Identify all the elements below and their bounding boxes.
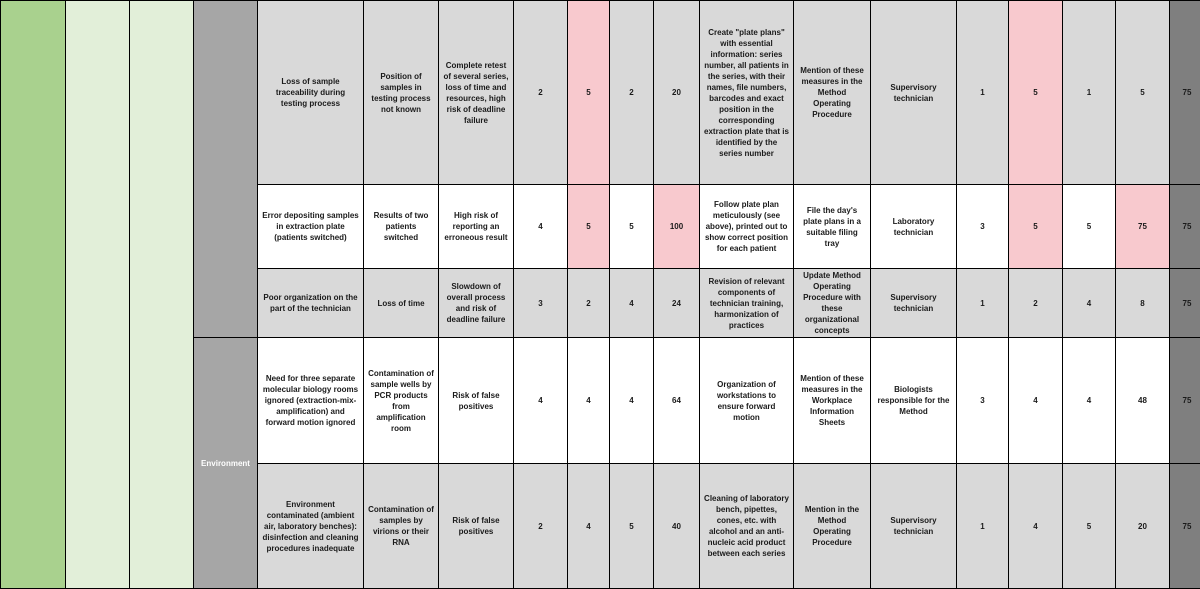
implementation-cell: Update Method Operating Procedure with these organizational concepts	[794, 269, 871, 338]
new-severity-cell: 4	[1009, 464, 1063, 589]
threshold-cell: 75	[1170, 1, 1200, 185]
occurrence-cell: 4	[514, 185, 568, 269]
table-row	[1, 1, 1200, 185]
severity-cell: 4	[568, 464, 610, 589]
effect-cell: Slowdown of overall process and risk of deadline failure	[439, 269, 514, 338]
cause-cell: Position of samples in testing process not known	[364, 1, 439, 185]
implementation-cell: Mention of these measures in the Method Operating Procedure	[794, 1, 871, 185]
new-criticality-cell: 8	[1116, 269, 1170, 338]
occurrence-cell: 2	[514, 464, 568, 589]
severity-cell: 2	[568, 269, 610, 338]
threshold-cell: 75	[1170, 464, 1200, 589]
severity-cell: 4	[568, 338, 610, 464]
new-criticality-cell: 20	[1116, 464, 1170, 589]
occurrence-cell: 2	[514, 1, 568, 185]
responsible-cell: Laboratory technician	[871, 185, 957, 269]
new-occurrence-cell: 3	[957, 185, 1009, 269]
subcategory-cell	[66, 1, 130, 589]
new-severity-cell: 4	[1009, 338, 1063, 464]
occurrence-cell: 4	[514, 338, 568, 464]
responsible-cell: Supervisory technician	[871, 1, 957, 185]
process-step-label: Environment	[194, 338, 258, 589]
cause-cell: Contamination of samples by virions or their RNA	[364, 464, 439, 589]
implementation-cell: File the day's plate plans in a suitable filing tray	[794, 185, 871, 269]
new-criticality-cell: 5	[1116, 1, 1170, 185]
criticality-cell: 40	[654, 464, 700, 589]
effect-cell: High risk of reporting an erroneous result	[439, 185, 514, 269]
threshold-cell: 75	[1170, 338, 1200, 464]
detection-cell: 4	[610, 338, 654, 464]
new-severity-cell: 5	[1009, 1, 1063, 185]
new-detection-cell: 5	[1063, 185, 1116, 269]
criticality-cell: 64	[654, 338, 700, 464]
threshold-cell: 75	[1170, 185, 1200, 269]
detection-cell: 4	[610, 269, 654, 338]
new-occurrence-cell: 3	[957, 338, 1009, 464]
category-cell	[1, 1, 66, 589]
failure-mode-cell: Need for three separate molecular biology rooms ignored (extraction-mix-amplification) and forward motion ignored	[258, 338, 364, 464]
new-severity-cell: 2	[1009, 269, 1063, 338]
failure-mode-cell: Error depositing samples in extraction plate (patients switched)	[258, 185, 364, 269]
criticality-cell: 24	[654, 269, 700, 338]
new-detection-cell: 1	[1063, 1, 1116, 185]
action-cell: Follow plate plan meticulously (see above), printed out to show correct position for each patient	[700, 185, 794, 269]
threshold-cell: 75	[1170, 269, 1200, 338]
effect-cell: Complete retest of several series, loss of time and resources, high risk of deadline failure	[439, 1, 514, 185]
criticality-cell: 20	[654, 1, 700, 185]
criticality-cell: 100	[654, 185, 700, 269]
subcategory-detail-cell	[130, 1, 194, 589]
occurrence-cell: 3	[514, 269, 568, 338]
cause-cell: Loss of time	[364, 269, 439, 338]
implementation-cell: Mention of these measures in the Workplace Information Sheets	[794, 338, 871, 464]
detection-cell: 2	[610, 1, 654, 185]
effect-cell: Risk of false positives	[439, 464, 514, 589]
failure-mode-cell: Poor organization on the part of the technician	[258, 269, 364, 338]
process-step-cell	[194, 1, 258, 338]
new-detection-cell: 5	[1063, 464, 1116, 589]
action-cell: Organization of workstations to ensure forward motion	[700, 338, 794, 464]
new-severity-cell: 5	[1009, 185, 1063, 269]
action-cell: Cleaning of laboratory bench, pipettes, cones, etc. with alcohol and an anti-nucleic acid product between each series	[700, 464, 794, 589]
new-occurrence-cell: 1	[957, 269, 1009, 338]
effect-cell: Risk of false positives	[439, 338, 514, 464]
responsible-cell: Supervisory technician	[871, 464, 957, 589]
severity-cell: 5	[568, 185, 610, 269]
new-criticality-cell: 75	[1116, 185, 1170, 269]
detection-cell: 5	[610, 185, 654, 269]
implementation-cell: Mention in the Method Operating Procedure	[794, 464, 871, 589]
new-detection-cell: 4	[1063, 269, 1116, 338]
new-criticality-cell: 48	[1116, 338, 1170, 464]
failure-mode-cell: Loss of sample traceability during testing process	[258, 1, 364, 185]
new-occurrence-cell: 1	[957, 1, 1009, 185]
new-occurrence-cell: 1	[957, 464, 1009, 589]
responsible-cell: Supervisory technician	[871, 269, 957, 338]
detection-cell: 5	[610, 464, 654, 589]
responsible-cell: Biologists responsible for the Method	[871, 338, 957, 464]
action-cell: Create "plate plans" with essential information: series number, all patients in the series, with their names, file numbers, barcodes and exact position in the corresponding extraction plate that is identified by the series number	[700, 1, 794, 185]
new-detection-cell: 4	[1063, 338, 1116, 464]
severity-cell: 5	[568, 1, 610, 185]
failure-mode-cell: Environment contaminated (ambient air, laboratory benches): disinfection and cleaning procedures inadequate	[258, 464, 364, 589]
cause-cell: Contamination of sample wells by PCR products from amplification room	[364, 338, 439, 464]
action-cell: Revision of relevant components of technician training, harmonization of practices	[700, 269, 794, 338]
cause-cell: Results of two patients switched	[364, 185, 439, 269]
